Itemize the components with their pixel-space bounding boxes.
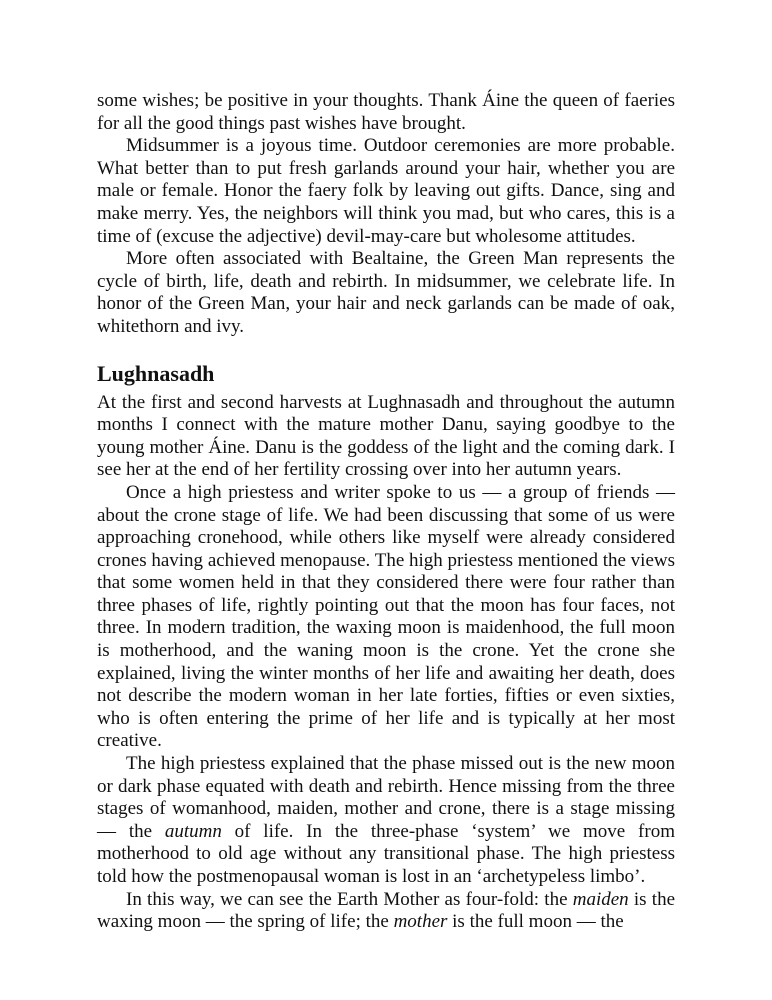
paragraph-text: In this way, we can see the Earth Mother as four-fold: the [126,888,573,910]
paragraph [97,392,675,482]
emphasis-text: autumn [164,820,222,842]
paragraph-text: More often associated with Bealtaine, the Green Man represents the cycle of birth, life, death and rebirth. In midsummer, we celebrate life. In honor of the Green Man, your hair and neck garlands can be made of oak, whitethorn and ivy. [97,248,675,337]
emphasis-text: maiden [572,888,629,910]
paragraph [97,753,675,889]
paragraph [97,135,675,248]
paragraph-text: At the first and second harvests at Lughnasadh and throughout the autumn months I connect with the mature mother Danu, saying goodbye to the young mother Áine. Danu is the goddess of the light and the coming dark. I see her at the end of her fertility crossing over into her autumn years. [97,391,675,481]
paragraph-text: The high priestess explained that the phase missed out is the new moon or dark phase equated with death and rebirth. Hence missing from the three stages of womanhood, maiden, mother and crone, there is a stage missing — the [97,753,675,842]
paragraph-text: Once a high priestess and writer spoke to us — a group of friends — about the crone stage of life. We had been discussing that some of us were approaching cronehood, while others like myself were already considered crones having achieved menopause. The high priestess mentioned the views that some women held in that they considered there were four rather than three phases of life, rightly pointing out that the moon has four faces, not three. In modern tradition, the waxing moon is maidenhood, the full moon is motherhood, and the waning moon is the crone. Yet the crone she explained, living the winter months of her life and awaiting her death, does not describe the modern woman in her late forties, fifties or even sixties, who is often entering the prime of her life and is typically at her most creative. [97,481,675,752]
paragraph-text: Midsummer is a joyous time. Outdoor ceremonies are more probable. What better than to put fresh garlands around your hair, whether you are male or female. Honor the faery folk by leaving out gifts. Dance, sing and make merry. Yes, the neighbors will think you mad, but who cares, this is a time of (excuse the adjective) devil-may-care but wholesome attitudes. [97,135,675,247]
paragraph [97,889,675,934]
paragraph [97,248,675,338]
section-heading: Lughnasadh [97,360,215,386]
paragraph [97,482,675,753]
paragraph [97,90,675,135]
book-page [97,90,675,934]
paragraph-text: is the full moon — the [447,911,624,933]
paragraph-text: is the waxing moon — the spring of life; the [97,888,676,933]
emphasis-text: mother [393,911,448,933]
paragraph-text: some wishes; be positive in your thoughts. Thank Áine the queen of faeries for all the good things past wishes have brought. [97,90,675,134]
paragraph-text: of life. In the three-phase ‘system’ we move from motherhood to old age without any transitional phase. The high priestess told how the postmenopausal woman is lost in an ‘archetypeless limbo’. [97,820,675,887]
